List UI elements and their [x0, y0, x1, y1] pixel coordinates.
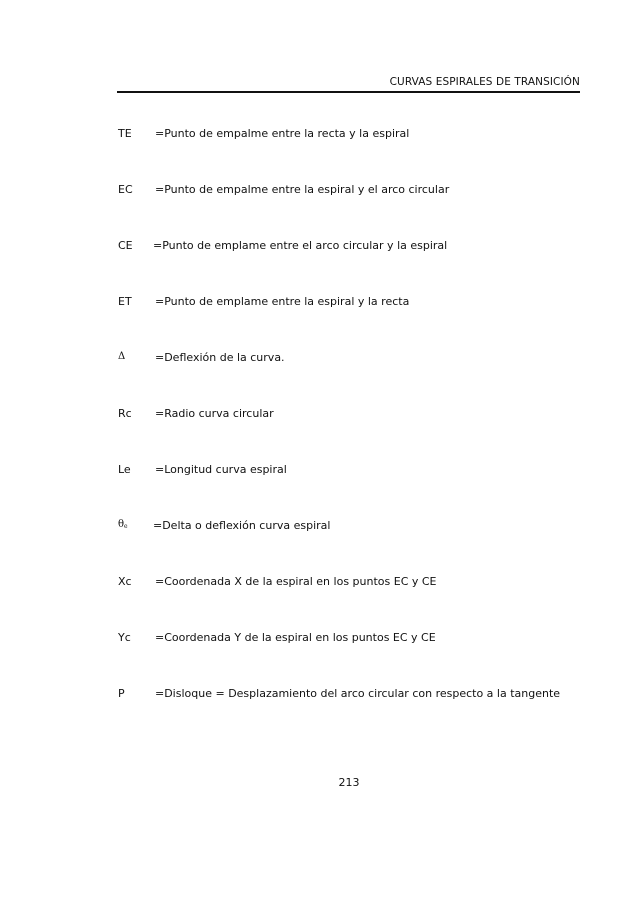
definition-text: =Punto de empalme entre la espiral y el arco circular [155, 183, 450, 196]
definition-term: Xc [118, 575, 132, 588]
definition-row-xc [118, 575, 588, 591]
definition-text: =Delta o deflexión curva espiral [153, 519, 331, 532]
definition-text: =Radio curva circular [155, 407, 274, 420]
definition-term: CE [118, 239, 133, 252]
definition-text: =Disloque = Desplazamiento del arco circular con respecto a la tangente [155, 687, 561, 700]
definition-row-le [118, 463, 588, 479]
theta-symbol [118, 519, 154, 530]
definition-term: Le [118, 463, 131, 476]
page-number: 213 [338, 776, 360, 789]
definition-row-ec [118, 183, 588, 199]
definition-text: =Coordenada X de la espiral en los puntos EC y CE [155, 575, 437, 588]
definition-text: =Longitud curva espiral [155, 463, 287, 476]
definition-text: =Punto de emplame entre la espiral y la recta [155, 295, 410, 308]
definition-row-p [118, 687, 588, 703]
definition-term: EC [118, 183, 133, 196]
theta-letter: θ [118, 519, 125, 530]
definition-term: Rc [118, 407, 132, 420]
definition-text: =Coordenada Y de la espiral en los puntos EC y CE [155, 631, 436, 644]
definition-term: TE [118, 127, 132, 140]
definition-row-theta-e [118, 519, 588, 535]
definition-text: =Deflexión de la curva. [155, 351, 285, 364]
theta-subscript: e [124, 523, 128, 530]
definition-term: ET [118, 295, 132, 308]
definition-row-te [118, 127, 588, 143]
definition-term: Yc [118, 631, 131, 644]
definition-row-et [118, 295, 588, 311]
definition-term: P [118, 687, 125, 700]
running-header: CURVAS ESPIRALES DE TRANSICIÓN [389, 76, 580, 88]
delta-symbol: Δ [118, 351, 126, 362]
definition-row-delta [118, 351, 588, 367]
definition-row-yc [118, 631, 588, 647]
definition-text: =Punto de empalme entre la recta y la espiral [155, 127, 410, 140]
definition-row-rc [118, 407, 588, 423]
definition-row-ce [118, 239, 588, 255]
definition-text: =Punto de emplame entre el arco circular y la espiral [153, 239, 448, 252]
header-rule [117, 91, 580, 93]
